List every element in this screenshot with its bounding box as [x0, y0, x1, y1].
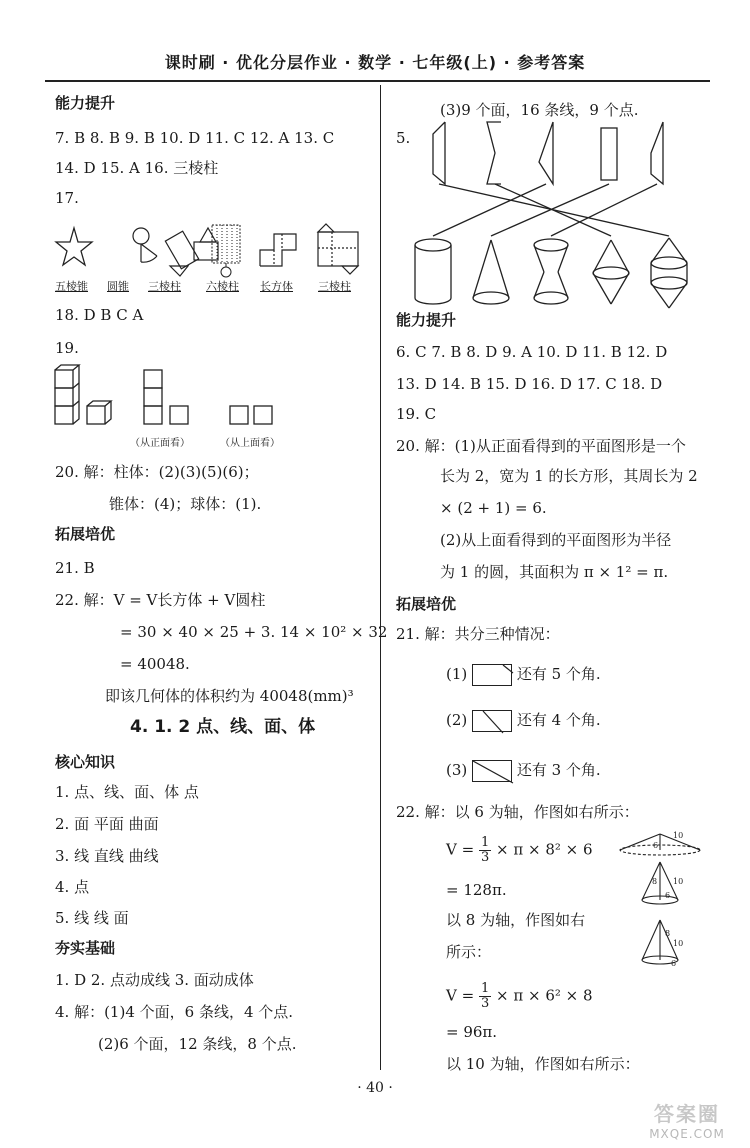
case-row	[446, 664, 601, 686]
numerator: 1	[480, 835, 490, 850]
case-label: (2)	[446, 711, 468, 729]
answer-line: = 96π.	[446, 1023, 498, 1041]
formula-line	[446, 982, 593, 1011]
cone-label: 6	[665, 891, 671, 900]
column-divider	[380, 85, 381, 1070]
half-shape	[651, 122, 663, 184]
page-number: · 40 ·	[357, 1080, 393, 1096]
answer-line: 以 8 为轴，作图如右	[446, 911, 586, 929]
net-label: 三棱柱	[148, 280, 181, 293]
triangular-prism-net-2	[318, 224, 358, 274]
view-caption: （从上面看）	[220, 438, 280, 449]
answer-line: = 40048.	[120, 655, 190, 673]
answer-line: 5.	[396, 129, 411, 147]
formula-lhs: V =	[446, 840, 475, 859]
answer-line: 长为 2，宽为 1 的长方形，其周长为 2	[440, 467, 698, 485]
denominator: 3	[480, 850, 490, 865]
section-heading: 核心知识	[55, 753, 116, 771]
answer-line: 13. D 14. B 15. D 16. D 17. C 18. D	[396, 375, 663, 393]
case-label: (3)	[446, 761, 468, 779]
denominator: 3	[480, 996, 490, 1011]
half-shape	[487, 122, 501, 184]
cone-diagrams	[615, 828, 715, 978]
half-shape	[433, 122, 445, 184]
answer-line: 6. C 7. B 8. D 9. A 10. D 11. B 12. D	[396, 343, 668, 361]
cube	[55, 406, 73, 424]
double-cone-frustum	[534, 239, 568, 304]
answer-line: = 30 × 40 × 25 + 3. 14 × 10² × 32	[120, 623, 388, 641]
cuboid-net	[260, 234, 296, 266]
fraction	[479, 836, 491, 865]
cube	[254, 406, 272, 424]
answer-line: (3)9 个面，16 条线，9 个点.	[440, 101, 639, 119]
case-row	[446, 760, 601, 782]
cone-label: 6	[653, 841, 659, 850]
answer-line: × (2 + 1) = 6.	[440, 499, 547, 517]
rectangle-cut-diagonal	[472, 760, 512, 782]
cone-net	[133, 228, 157, 262]
numerator: 1	[480, 981, 490, 996]
answer-line: 17.	[55, 189, 79, 207]
watermark-logo	[628, 1098, 746, 1142]
cone-label: 8	[652, 877, 658, 886]
cube	[144, 388, 162, 406]
page-header: 课时刷 · 优化分层作业 · 数学 · 七年级(上) · 参考答案	[164, 53, 586, 72]
watermark-text: 答案圈	[654, 1102, 720, 1126]
fraction	[479, 982, 491, 1011]
rectangle-cut-corner	[472, 664, 512, 686]
section-heading: 拓展培优	[55, 525, 116, 543]
answer-line: 1. D 2. 点动成线 3. 面动成体	[55, 971, 254, 989]
triangular-prism-net	[165, 228, 218, 276]
cube	[170, 406, 188, 424]
formula-lhs: V =	[446, 986, 475, 1005]
answer-line: 21. B	[55, 559, 95, 577]
half-shape	[539, 122, 553, 184]
answer-line: (2)6 个面，12 条线，8 个点.	[98, 1035, 297, 1053]
answer-line: 20. 解：(1)从正面看得到的平面图形是一个	[396, 437, 686, 455]
cone-label: 8	[665, 929, 671, 938]
header-rule	[45, 80, 710, 82]
answer-line: 锥体：(4)；球体：(1).	[109, 495, 262, 513]
cube	[55, 370, 73, 388]
cone	[473, 240, 509, 304]
answer-line: 20. 解：柱体：(2)(3)(5)(6)；	[55, 463, 259, 481]
case-text: 还有 4 个角.	[516, 711, 601, 729]
answer-line: = 128π.	[446, 881, 507, 899]
answer-line: 22. 解：以 6 为轴，作图如右所示：	[396, 803, 639, 821]
q17-figures	[52, 222, 372, 282]
answer-line: 2. 面 平面 曲面	[55, 815, 159, 833]
cone-label: 10	[673, 831, 684, 840]
rectangle-cut-edge	[472, 710, 512, 732]
answer-line: 7. B 8. B 9. B 10. D 11. C 12. A 13. C	[55, 129, 335, 147]
cone-cylinder-cone	[651, 238, 687, 308]
cube	[55, 388, 73, 406]
answer-line: 1. 点、线、面、体 点	[55, 783, 199, 801]
star-net	[56, 228, 92, 265]
double-cone	[593, 240, 629, 304]
answer-line: 19.	[55, 339, 79, 357]
answer-line: 4. 点	[55, 878, 90, 896]
q19-views	[52, 368, 282, 433]
answer-line: 所示：	[446, 943, 492, 961]
case-row	[446, 710, 601, 732]
case-text: 还有 3 个角.	[516, 761, 601, 779]
cube	[87, 406, 105, 424]
section-title: 4. 1. 2 点、线、面、体	[130, 717, 316, 737]
answer-line: 4. 解：(1)4 个面，6 条线，4 个点.	[55, 1003, 294, 1021]
cylinder	[415, 239, 451, 251]
answer-line: 21. 解：共分三种情况：	[396, 625, 560, 643]
net-label: 长方体	[260, 280, 293, 293]
section-heading: 夯实基础	[55, 939, 116, 957]
answer-line: 以 10 为轴，作图如右所示：	[446, 1055, 640, 1073]
formula-rhs: × π × 8² × 6	[496, 840, 593, 859]
cone-label: 10	[673, 877, 684, 886]
answer-line: 18. D B C A	[55, 306, 144, 324]
answer-line: 5. 线 线 面	[55, 909, 129, 927]
hexagonal-prism-net	[212, 225, 240, 277]
cube	[230, 406, 248, 424]
net-label: 五棱锥	[55, 280, 88, 293]
case-label: (1)	[446, 665, 468, 683]
cone-label: 10	[673, 939, 684, 948]
case-text: 还有 5 个角.	[516, 665, 601, 683]
section-heading: 拓展培优	[396, 595, 457, 613]
cone-label: 6	[671, 959, 677, 968]
cube	[144, 370, 162, 388]
answer-line: 为 1 的圆，其面积为 π × 1² = π.	[440, 563, 669, 581]
formula-line	[446, 836, 593, 865]
cone-axis-6	[620, 834, 700, 855]
section-heading: 能力提升	[396, 311, 457, 329]
net-label: 圆锥	[107, 280, 129, 293]
answer-line: 3. 线 直线 曲线	[55, 847, 159, 865]
watermark-url: MXQE.COM	[649, 1127, 725, 1141]
answer-line: 19. C	[396, 405, 437, 423]
answer-line: 即该几何体的体积约为 40048(mm)³	[105, 687, 354, 705]
section-heading: 能力提升	[55, 94, 116, 112]
answer-line: 14. D 15. A 16. 三棱柱	[55, 159, 219, 177]
answer-line: 22. 解：V = V长方体 + V圆柱	[55, 591, 266, 609]
q5-matching-diagram	[405, 118, 705, 318]
view-caption: （从正面看）	[130, 438, 190, 449]
answer-line: (2)从上面看得到的平面图形为半径	[440, 531, 672, 549]
formula-rhs: × π × 6² × 8	[496, 986, 593, 1005]
net-label: 六棱柱	[206, 280, 239, 293]
half-shape	[601, 128, 617, 180]
cube	[144, 406, 162, 424]
net-label: 三棱柱	[318, 280, 351, 293]
